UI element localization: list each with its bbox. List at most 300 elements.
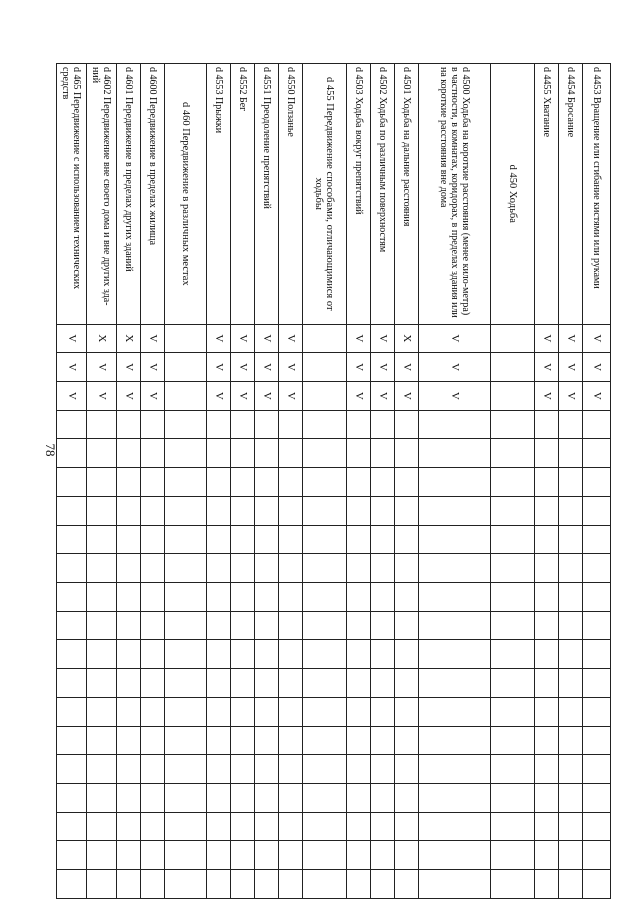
empty-cell [87, 583, 117, 612]
empty-cell [347, 755, 371, 784]
empty-cell [207, 812, 231, 841]
empty-cell [255, 784, 279, 813]
empty-cell [395, 525, 419, 554]
empty-cell [395, 468, 419, 497]
empty-cell [165, 496, 207, 525]
empty-cell [303, 353, 347, 382]
empty-cell [255, 410, 279, 439]
mark-cell: V [559, 324, 583, 353]
empty-cell [559, 583, 583, 612]
mark-cell: V [231, 324, 255, 353]
empty-cell [371, 812, 395, 841]
empty-cell [165, 697, 207, 726]
empty-cell [559, 525, 583, 554]
empty-cell [255, 812, 279, 841]
empty-cell [231, 525, 255, 554]
empty-cell [141, 583, 165, 612]
empty-cell [347, 554, 371, 583]
empty-cell [231, 439, 255, 468]
empty-cell [535, 611, 559, 640]
mark-cell: V [279, 381, 303, 410]
empty-cell [535, 755, 559, 784]
empty-cell [279, 669, 303, 698]
empty-cell [491, 841, 535, 870]
empty-cell [231, 554, 255, 583]
table-row [57, 64, 87, 899]
empty-cell [207, 640, 231, 669]
empty-cell [255, 726, 279, 755]
empty-cell [207, 468, 231, 497]
table-row [371, 64, 395, 899]
empty-cell [57, 640, 87, 669]
mark-cell: V [583, 381, 611, 410]
empty-cell [583, 640, 611, 669]
empty-cell [279, 611, 303, 640]
mark-cell: V [583, 353, 611, 382]
row-label: d 4553 Прыжки [207, 64, 231, 325]
empty-cell [231, 841, 255, 870]
empty-cell [347, 812, 371, 841]
empty-cell [583, 870, 611, 899]
mark-cell: V [87, 353, 117, 382]
mark-cell: V [395, 353, 419, 382]
empty-cell [395, 583, 419, 612]
empty-cell [371, 640, 395, 669]
empty-cell [279, 554, 303, 583]
empty-cell [87, 812, 117, 841]
empty-cell [255, 755, 279, 784]
empty-cell [117, 525, 141, 554]
mark-cell: V [347, 353, 371, 382]
empty-cell [57, 583, 87, 612]
empty-cell [57, 726, 87, 755]
empty-cell [395, 784, 419, 813]
empty-cell [165, 755, 207, 784]
mark-cell: V [117, 381, 141, 410]
empty-cell [207, 611, 231, 640]
table-row [231, 64, 255, 899]
empty-cell [231, 812, 255, 841]
empty-cell [559, 784, 583, 813]
empty-cell [207, 841, 231, 870]
empty-cell [279, 468, 303, 497]
page-number: 78 [43, 443, 58, 457]
empty-cell [583, 841, 611, 870]
empty-cell [87, 784, 117, 813]
mark-cell: V [279, 324, 303, 353]
empty-cell [583, 439, 611, 468]
empty-cell [419, 697, 491, 726]
empty-cell [419, 468, 491, 497]
empty-cell [87, 669, 117, 698]
table-row [141, 64, 165, 899]
empty-cell [419, 726, 491, 755]
empty-cell [559, 468, 583, 497]
empty-cell [207, 755, 231, 784]
empty-cell [371, 525, 395, 554]
empty-cell [57, 669, 87, 698]
row-label: d 4454 Бросание [559, 64, 583, 325]
empty-cell [141, 468, 165, 497]
empty-cell [231, 726, 255, 755]
empty-cell [165, 410, 207, 439]
empty-cell [535, 583, 559, 612]
empty-cell [117, 726, 141, 755]
empty-cell [491, 870, 535, 899]
empty-cell [57, 525, 87, 554]
section-row [165, 64, 207, 899]
empty-cell [491, 726, 535, 755]
empty-cell [57, 554, 87, 583]
empty-cell [57, 841, 87, 870]
empty-cell [165, 439, 207, 468]
mark-cell: V [207, 353, 231, 382]
empty-cell [419, 496, 491, 525]
empty-cell [371, 468, 395, 497]
empty-cell [303, 640, 347, 669]
empty-cell [535, 784, 559, 813]
empty-cell [117, 468, 141, 497]
section-row [303, 64, 347, 899]
empty-cell [207, 554, 231, 583]
empty-cell [165, 784, 207, 813]
mark-cell: V [559, 381, 583, 410]
empty-cell [395, 669, 419, 698]
empty-cell [57, 410, 87, 439]
empty-cell [395, 812, 419, 841]
empty-cell [141, 439, 165, 468]
empty-cell [535, 640, 559, 669]
empty-cell [279, 496, 303, 525]
empty-cell [255, 870, 279, 899]
empty-cell [57, 870, 87, 899]
empty-cell [87, 525, 117, 554]
empty-cell [395, 496, 419, 525]
empty-cell [279, 525, 303, 554]
empty-cell [57, 784, 87, 813]
empty-cell [347, 841, 371, 870]
row-label: d 4500 Ходьба на короткие расстояния (менее кило-метра) в частности, в комнатах, коридорах, в пределах здания или на короткие расстояния вне дома [419, 64, 491, 325]
empty-cell [231, 496, 255, 525]
empty-cell [255, 583, 279, 612]
empty-cell [583, 669, 611, 698]
empty-cell [165, 669, 207, 698]
mark-cell: V [207, 381, 231, 410]
empty-cell [87, 554, 117, 583]
empty-cell [141, 697, 165, 726]
empty-cell [583, 755, 611, 784]
mark-cell: V [255, 381, 279, 410]
empty-cell [535, 726, 559, 755]
row-label: d 4552 Бег [231, 64, 255, 325]
empty-cell [303, 697, 347, 726]
empty-cell [491, 611, 535, 640]
empty-cell [347, 611, 371, 640]
empty-cell [279, 583, 303, 612]
row-label: d 465 Передвижение с использованием технических средств [57, 64, 87, 325]
empty-cell [371, 784, 395, 813]
empty-cell [141, 611, 165, 640]
empty-cell [279, 784, 303, 813]
empty-cell [207, 410, 231, 439]
empty-cell [165, 870, 207, 899]
empty-cell [117, 697, 141, 726]
empty-cell [347, 640, 371, 669]
empty-cell [395, 726, 419, 755]
empty-cell [87, 468, 117, 497]
empty-cell [117, 784, 141, 813]
row-label: d 4501 Ходьба на дальние расстояния [395, 64, 419, 325]
mark-cell: V [395, 381, 419, 410]
empty-cell [583, 697, 611, 726]
empty-cell [303, 468, 347, 497]
empty-cell [57, 439, 87, 468]
empty-cell [491, 755, 535, 784]
empty-cell [165, 841, 207, 870]
empty-cell [141, 784, 165, 813]
empty-cell [141, 640, 165, 669]
empty-cell [57, 611, 87, 640]
row-label: d 4453 Вращение или сгибание кистями или руками [583, 64, 611, 325]
empty-cell [371, 697, 395, 726]
empty-cell [231, 697, 255, 726]
table-row [559, 64, 583, 899]
row-label: d 4503 Ходьба вокруг препятствий [347, 64, 371, 325]
empty-cell [419, 583, 491, 612]
empty-cell [559, 755, 583, 784]
empty-cell [231, 784, 255, 813]
empty-cell [491, 439, 535, 468]
empty-cell [117, 554, 141, 583]
empty-cell [559, 640, 583, 669]
empty-cell [491, 496, 535, 525]
mark-cell: V [371, 324, 395, 353]
empty-cell [491, 353, 535, 382]
empty-cell [559, 812, 583, 841]
empty-cell [535, 410, 559, 439]
empty-cell [87, 496, 117, 525]
empty-cell [419, 611, 491, 640]
table-row [347, 64, 371, 899]
empty-cell [559, 410, 583, 439]
section-title: d 450 Ходьба [491, 64, 535, 325]
empty-cell [559, 870, 583, 899]
empty-cell [231, 611, 255, 640]
empty-cell [347, 726, 371, 755]
empty-cell [303, 669, 347, 698]
empty-cell [491, 468, 535, 497]
empty-cell [371, 496, 395, 525]
empty-cell [117, 439, 141, 468]
empty-cell [117, 669, 141, 698]
empty-cell [583, 784, 611, 813]
empty-cell [87, 697, 117, 726]
empty-cell [419, 812, 491, 841]
empty-cell [141, 669, 165, 698]
empty-cell [535, 841, 559, 870]
empty-cell [117, 583, 141, 612]
empty-cell [207, 784, 231, 813]
table-row [395, 64, 419, 899]
empty-cell [165, 381, 207, 410]
empty-cell [535, 525, 559, 554]
empty-cell [535, 468, 559, 497]
empty-cell [87, 841, 117, 870]
mark-cell: V [141, 324, 165, 353]
empty-cell [231, 410, 255, 439]
empty-cell [303, 784, 347, 813]
empty-cell [141, 525, 165, 554]
assessment-table-wrapper [60, 63, 611, 899]
empty-cell [141, 410, 165, 439]
empty-cell [419, 784, 491, 813]
empty-cell [347, 697, 371, 726]
empty-cell [491, 324, 535, 353]
mark-cell: V [419, 381, 491, 410]
empty-cell [207, 669, 231, 698]
empty-cell [395, 640, 419, 669]
mark-cell: V [255, 353, 279, 382]
empty-cell [303, 870, 347, 899]
empty-cell [255, 640, 279, 669]
mark-cell: V [347, 381, 371, 410]
empty-cell [583, 554, 611, 583]
empty-cell [207, 496, 231, 525]
empty-cell [87, 439, 117, 468]
row-label: d 4455 Хватание [535, 64, 559, 325]
empty-cell [371, 583, 395, 612]
row-label: d 4550 Ползанье [279, 64, 303, 325]
empty-cell [165, 554, 207, 583]
mark-cell: V [141, 353, 165, 382]
empty-cell [57, 496, 87, 525]
empty-cell [491, 554, 535, 583]
empty-cell [207, 525, 231, 554]
empty-cell [255, 697, 279, 726]
empty-cell [303, 410, 347, 439]
empty-cell [231, 583, 255, 612]
empty-cell [419, 439, 491, 468]
mark-cell: V [207, 324, 231, 353]
empty-cell [347, 525, 371, 554]
empty-cell [207, 583, 231, 612]
empty-cell [559, 697, 583, 726]
table-row [279, 64, 303, 899]
empty-cell [117, 841, 141, 870]
empty-cell [165, 468, 207, 497]
empty-cell [491, 784, 535, 813]
empty-cell [87, 870, 117, 899]
row-label: d 4600 Передвижение в пределах жилища [141, 64, 165, 325]
mark-cell: V [57, 381, 87, 410]
empty-cell [255, 439, 279, 468]
empty-cell [395, 611, 419, 640]
empty-cell [395, 841, 419, 870]
empty-cell [279, 755, 303, 784]
table-row [207, 64, 231, 899]
mark-cell: V [535, 353, 559, 382]
empty-cell [279, 812, 303, 841]
empty-cell [583, 611, 611, 640]
empty-cell [419, 870, 491, 899]
empty-cell [347, 410, 371, 439]
empty-cell [395, 554, 419, 583]
empty-cell [583, 468, 611, 497]
empty-cell [535, 812, 559, 841]
table-row [535, 64, 559, 899]
mark-cell: V [57, 324, 87, 353]
empty-cell [395, 755, 419, 784]
mark-cell: V [87, 381, 117, 410]
empty-cell [231, 755, 255, 784]
empty-cell [165, 525, 207, 554]
empty-cell [165, 640, 207, 669]
empty-cell [141, 870, 165, 899]
empty-cell [57, 755, 87, 784]
mark-cell: V [371, 381, 395, 410]
empty-cell [419, 554, 491, 583]
empty-cell [57, 468, 87, 497]
empty-cell [57, 697, 87, 726]
mark-cell: X [117, 324, 141, 353]
empty-cell [303, 439, 347, 468]
mark-cell: V [535, 324, 559, 353]
empty-cell [141, 841, 165, 870]
empty-cell [419, 669, 491, 698]
section-title: d 455 Передвижение способами, отличающимися от ходьбы [303, 64, 347, 325]
empty-cell [491, 525, 535, 554]
empty-cell [303, 324, 347, 353]
empty-cell [559, 496, 583, 525]
empty-cell [117, 611, 141, 640]
mark-cell: V [255, 324, 279, 353]
empty-cell [583, 726, 611, 755]
empty-cell [559, 439, 583, 468]
empty-cell [535, 697, 559, 726]
table-row [419, 64, 491, 899]
empty-cell [87, 611, 117, 640]
empty-cell [141, 755, 165, 784]
empty-cell [255, 554, 279, 583]
empty-cell [279, 410, 303, 439]
mark-cell: V [419, 353, 491, 382]
empty-cell [279, 439, 303, 468]
mark-cell: X [87, 324, 117, 353]
empty-cell [347, 583, 371, 612]
empty-cell [207, 870, 231, 899]
empty-cell [165, 611, 207, 640]
empty-cell [491, 812, 535, 841]
empty-cell [419, 525, 491, 554]
empty-cell [371, 726, 395, 755]
empty-cell [255, 841, 279, 870]
empty-cell [303, 812, 347, 841]
empty-cell [491, 410, 535, 439]
empty-cell [231, 870, 255, 899]
mark-cell: V [231, 353, 255, 382]
empty-cell [165, 324, 207, 353]
empty-cell [117, 755, 141, 784]
empty-cell [141, 554, 165, 583]
empty-cell [371, 669, 395, 698]
empty-cell [583, 583, 611, 612]
empty-cell [419, 410, 491, 439]
empty-cell [117, 870, 141, 899]
mark-cell: V [347, 324, 371, 353]
empty-cell [231, 468, 255, 497]
row-label: d 4602 Передвижение вне своего дома и вне других зда-ний [87, 64, 117, 325]
empty-cell [347, 439, 371, 468]
